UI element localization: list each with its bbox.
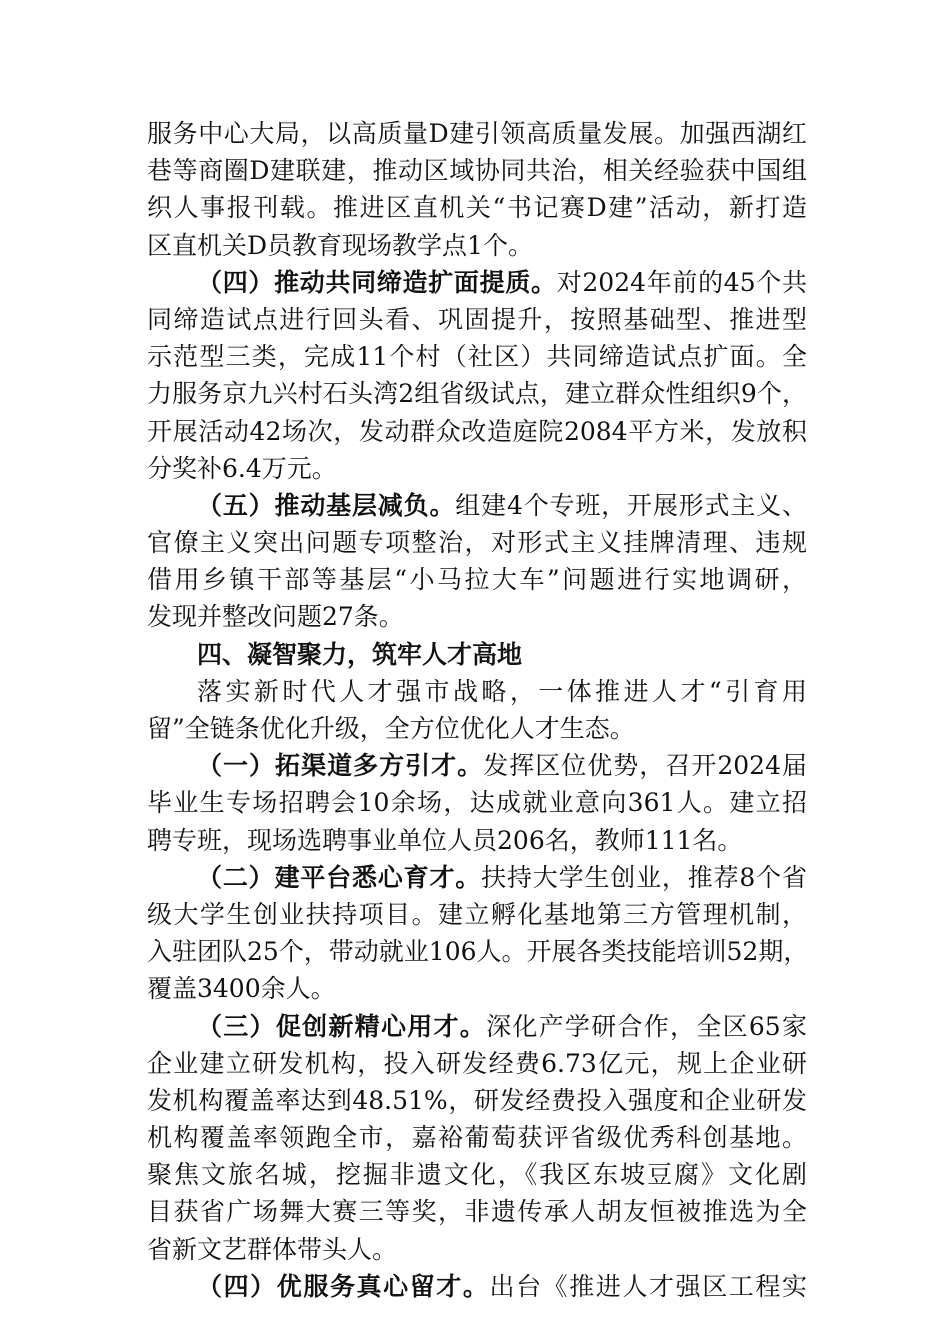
subsection-heading: （三）促创新精心用才。 xyxy=(197,1011,487,1041)
text-line: 同缔造试点进行回头看、巩固提升，按照基础型、推进型 xyxy=(147,304,807,334)
text-line: 服务中心大局，以高质量D建引领高质量发展。加强西湖红 xyxy=(147,119,807,148)
text-line: 发机构覆盖率达到48.51%，研发经费投入强度和企业研发 xyxy=(147,1085,807,1115)
document-body xyxy=(147,115,807,1305)
text-span: 组建4个专班，开展形式主义、 xyxy=(455,490,807,520)
text-line: 借用乡镇干部等基层“小马拉大车”问题进行实地调研， xyxy=(147,565,807,595)
paragraph-first-line xyxy=(147,487,807,524)
text-line: 示范型三类，完成11个村（社区）共同缔造试点扩面。全 xyxy=(147,342,807,372)
text-line: 入驻团队25个，带动就业106人。开展各类技能培训52期， xyxy=(147,937,809,967)
paragraph-first-line xyxy=(147,1008,807,1045)
paragraph-first-line xyxy=(147,264,807,301)
text-line: 聚焦文旅名城，挖掘非遗文化，《我区东坡豆腐》文化剧 xyxy=(147,1160,807,1190)
paragraph-first-line xyxy=(147,859,807,896)
paragraph-first-line xyxy=(147,1268,807,1305)
text-line: 官僚主义突出问题专项整治，对形式主义挂牌清理、违规 xyxy=(147,528,807,558)
text-line: 区直机关D员教育现场教学点1个。 xyxy=(147,230,533,260)
subsection-heading: （四）优服务真心留才。 xyxy=(197,1271,490,1301)
text-line: 级大学生创业扶持项目。建立孵化基地第三方管理机制， xyxy=(147,899,807,929)
text-span: 出台《推进人才强区工程实 xyxy=(489,1271,807,1301)
text-span: 对2024年前的45个共 xyxy=(556,267,807,297)
text-line: 机构覆盖率领跑全市，嘉裕葡萄获评省级优秀科创基地。 xyxy=(147,1123,807,1153)
text-line: 省新文艺群体带头人。 xyxy=(147,1234,398,1264)
text-line: 落实新时代人才强市战略，一体推进人才“引育用 xyxy=(197,676,807,706)
text-line: 力服务京九兴村石头湾2组省级试点，建立群众性组织9个， xyxy=(147,379,807,409)
paragraph-first-line xyxy=(147,747,807,784)
text-line: 发现并整改问题27条。 xyxy=(147,602,404,632)
section-heading: 四、凝智聚力，筑牢人才高地 xyxy=(197,639,523,669)
text-span: 深化产学研合作，全区65家 xyxy=(486,1011,807,1041)
text-span: 扶持大学生创业，推荐8个省 xyxy=(481,862,807,892)
text-line: 开展活动42场次，发动群众改造庭院2084平方米，发放积 xyxy=(147,416,807,446)
text-line: 目获省广场舞大赛三等奖，非遗传承人胡友恒被推选为全 xyxy=(147,1197,807,1227)
subsection-heading: （四）推动共同缔造扩面提质。 xyxy=(197,267,557,297)
text-line: 织人事报刊载。推进区直机关“书记赛D建”活动，新打造 xyxy=(147,193,807,223)
subsection-heading: （一）拓渠道多方引才。 xyxy=(197,751,484,781)
text-line: 企业建立研发机构，投入研发经费6.73亿元，规上企业研 xyxy=(147,1048,807,1078)
subsection-heading: （二）建平台悉心育才。 xyxy=(197,862,482,892)
text-line: 巷等商圈D建联建，推动区域协同共治，相关经验获中国组 xyxy=(147,156,807,186)
text-span: 发挥区位优势，召开2024届 xyxy=(483,751,807,781)
text-line: 聘专班，现场选聘事业单位人员206名，教师111名。 xyxy=(147,825,743,855)
subsection-heading: （五）推动基层减负。 xyxy=(197,490,456,520)
text-line: 覆盖3400余人。 xyxy=(147,974,336,1004)
text-line: 毕业生专场招聘会10余场，达成就业意向361人。建立招 xyxy=(147,788,807,818)
text-line: 分奖补6.4万元。 xyxy=(147,453,337,483)
text-line: 留”全链条优化升级，全方位优化人才生态。 xyxy=(147,714,635,743)
